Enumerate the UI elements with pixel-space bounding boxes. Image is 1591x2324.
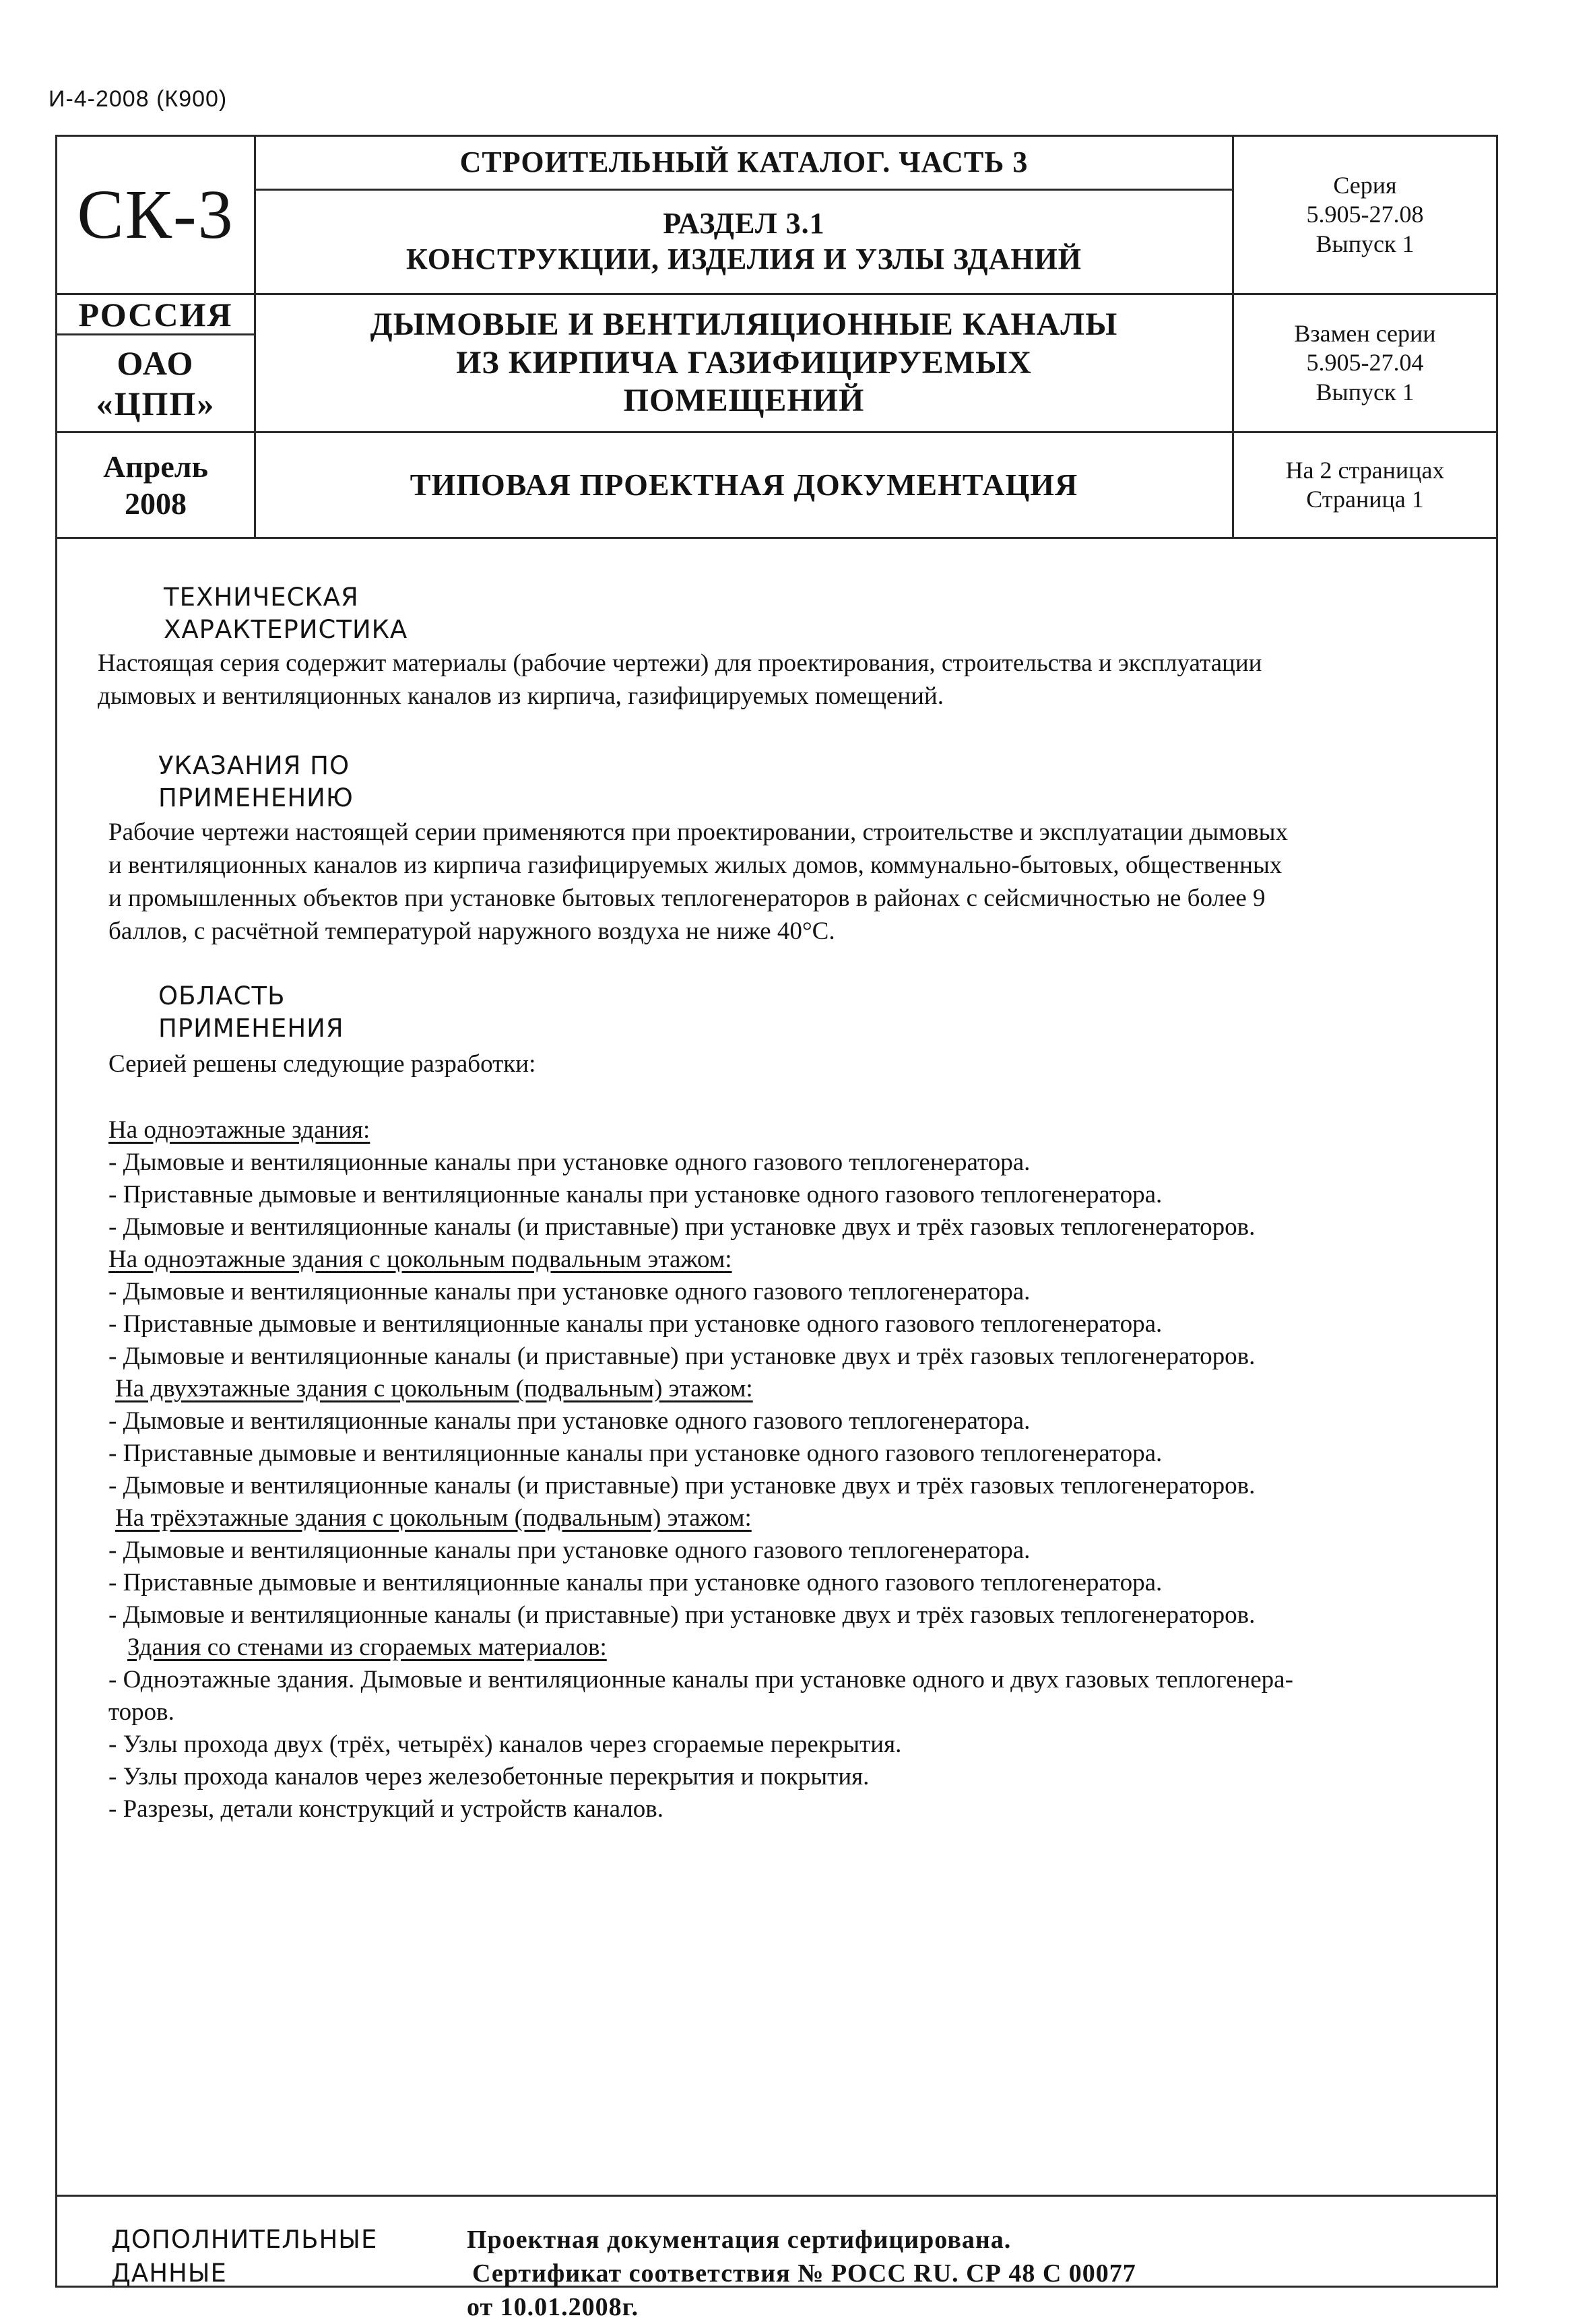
list-item: - Разрезы, детали конструкций и устройств каналов. bbox=[108, 1795, 664, 1823]
paragraph-line: Настоящая серия содержит материалы (рабочие чертежи) для проектирования, строительства и эксплуатации bbox=[98, 649, 1262, 677]
certificate-line: Сертификат соответствия № РОСС RU. СР 48 С 00077 bbox=[472, 2259, 1136, 2288]
list-item: - Дымовые и вентиляционные каналы при установке одного газового теплогенератора. bbox=[108, 1537, 1031, 1564]
scope-heading bbox=[158, 980, 344, 1045]
series-number: 5.905-27.08 bbox=[1306, 201, 1424, 228]
list-item: - Дымовые и вентиляционные каналы (и приставные) при установке двух и трёх газовых теплогенераторов. bbox=[108, 1601, 1256, 1629]
certificate-line: от 10.01.2008г. bbox=[467, 2293, 639, 2321]
document-title-line: ИЗ КИРПИЧА ГАЗИФИЦИРУЕМЫХ bbox=[456, 344, 1032, 381]
scope-heading-line: ОБЛАСТЬ bbox=[158, 981, 286, 1010]
list-group-heading: На двухэтажные здания с цокольным (подвальным) этажом: bbox=[115, 1375, 753, 1402]
document-title-line: ПОМЕЩЕНИЙ bbox=[623, 383, 865, 419]
replaces-issue: Выпуск 1 bbox=[1316, 378, 1415, 406]
organization-type: ОАО bbox=[117, 344, 195, 382]
usage-heading bbox=[158, 750, 354, 814]
list-item: - Приставные дымовые и вентиляционные каналы при установке одного газового теплогенератора. bbox=[108, 1181, 1163, 1208]
tech-heading-line: ТЕХНИЧЕСКАЯ bbox=[164, 583, 359, 612]
list-item: - Дымовые и вентиляционные каналы (и приставные) при установке двух и трёх газовых теплогенераторов. bbox=[108, 1472, 1256, 1499]
pages-total: На 2 страницах bbox=[1285, 456, 1445, 484]
section-title bbox=[256, 191, 1234, 295]
list-item: - Приставные дымовые и вентиляционные каналы при установке одного газового теплогенератора. bbox=[108, 1310, 1163, 1338]
list-group-heading: На одноэтажные здания с цокольным подвальным этажом: bbox=[108, 1246, 732, 1273]
catalog-logo: СК-3 bbox=[57, 137, 256, 295]
usage-heading-line: ПРИМЕНЕНИЮ bbox=[158, 783, 354, 812]
footer-label-line: ДОПОЛНИТЕЛЬНЫЕ bbox=[111, 2225, 378, 2254]
country-label: РОССИЯ bbox=[57, 295, 256, 335]
tech-heading bbox=[164, 581, 408, 646]
usage-heading-line: УКАЗАНИЯ ПО bbox=[158, 751, 350, 780]
footer-label-line: ДАННЫЕ bbox=[111, 2259, 227, 2288]
paragraph-line: дымовых и вентиляционных каналов из кирпича, газифицируемых помещений. bbox=[98, 682, 944, 710]
paragraph-line: Рабочие чертежи настоящей серии применяются при проектировании, строительстве и эксплуатации дымовых bbox=[108, 818, 1289, 846]
footer-label bbox=[111, 2223, 377, 2290]
list-item: - Узлы прохода каналов через железобетонные перекрытия и покрытия. bbox=[108, 1763, 870, 1790]
list-item: - Узлы прохода двух (трёх, четырёх) каналов через сгораемые перекрытия. bbox=[108, 1731, 902, 1758]
list-group-heading: На трёхэтажные здания с цокольным (подвальным) этажом: bbox=[115, 1504, 752, 1532]
page-info bbox=[1234, 433, 1496, 539]
replaces-info bbox=[1234, 295, 1496, 433]
title-block bbox=[57, 137, 1496, 541]
paragraph-line: и вентиляционных каналов из кирпича газифицируемых жилых домов, коммунально-бытовых, общественных bbox=[108, 851, 1282, 879]
list-group-heading: Здания со стенами из сгораемых материалов: bbox=[127, 1634, 607, 1661]
scope-heading-line: ПРИМЕНЕНИЯ bbox=[158, 1014, 344, 1043]
series-label: Серия bbox=[1333, 172, 1397, 199]
document-code: И-4-2008 (К900) bbox=[48, 86, 228, 112]
catalog-title: СТРОИТЕЛЬНЫЙ КАТАЛОГ. ЧАСТЬ 3 bbox=[256, 137, 1234, 191]
tech-heading-line: ХАРАКТЕРИСТИКА bbox=[164, 615, 408, 644]
list-item: - Приставные дымовые и вентиляционные каналы при установке одного газового теплогенератора. bbox=[108, 1440, 1163, 1467]
list-item: - Дымовые и вентиляционные каналы при установке одного газового теплогенератора. bbox=[108, 1278, 1031, 1305]
list-item: торов. bbox=[108, 1698, 174, 1726]
list-item: - Дымовые и вентиляционные каналы (и приставные) при установке двух и трёх газовых теплогенераторов. bbox=[108, 1213, 1256, 1241]
replaces-number: 5.905-27.04 bbox=[1306, 349, 1424, 377]
paragraph-line: баллов, с расчётной температурой наружного воздуха не ниже 40°С. bbox=[108, 917, 835, 945]
scope-intro: Серией решены следующие разработки: bbox=[108, 1050, 536, 1078]
list-item: - Одноэтажные здания. Дымовые и вентиляционные каналы при установке одного и двух газовых теплогенера- bbox=[108, 1666, 1293, 1693]
document-title bbox=[256, 295, 1234, 433]
document-title-line: ДЫМОВЫЕ И ВЕНТИЛЯЦИОННЫЕ КАНАЛЫ bbox=[370, 306, 1118, 343]
list-item: - Дымовые и вентиляционные каналы при установке одного газового теплогенератора. bbox=[108, 1407, 1031, 1435]
certificate-line: Проектная документация сертифицирована. bbox=[467, 2226, 1012, 2254]
list-item: - Приставные дымовые и вентиляционные каналы при установке одного газового теплогенератора. bbox=[108, 1569, 1163, 1596]
tech-paragraph bbox=[98, 647, 1458, 713]
usage-paragraph bbox=[108, 816, 1469, 948]
certificate-info bbox=[467, 2223, 1136, 2324]
issue-date bbox=[57, 433, 256, 539]
document-type: ТИПОВАЯ ПРОЕКТНАЯ ДОКУМЕНТАЦИЯ bbox=[256, 433, 1234, 539]
issue-year: 2008 bbox=[125, 486, 187, 521]
list-group-heading: На одноэтажные здания: bbox=[108, 1116, 370, 1144]
paragraph-line: и промышленных объектов при установке бытовых теплогенераторов в районах с сейсмичностью не более 9 bbox=[108, 884, 1266, 912]
issue-month: Апрель bbox=[103, 449, 208, 484]
list-item: - Дымовые и вентиляционные каналы (и приставные) при установке двух и трёх газовых теплогенераторов. bbox=[108, 1343, 1256, 1370]
series-info bbox=[1234, 137, 1496, 295]
organization-name: «ЦПП» bbox=[96, 385, 216, 422]
scope-list bbox=[108, 1113, 1483, 1825]
document-frame bbox=[55, 135, 1498, 2321]
replaces-label: Взамен серии bbox=[1294, 320, 1436, 348]
section-number: РАЗДЕЛ 3.1 bbox=[663, 207, 825, 240]
organization bbox=[57, 335, 256, 433]
page-current: Страница 1 bbox=[1306, 486, 1424, 513]
series-issue: Выпуск 1 bbox=[1316, 230, 1415, 257]
list-item: - Дымовые и вентиляционные каналы при установке одного газового теплогенератора. bbox=[108, 1149, 1031, 1176]
footer-divider bbox=[57, 2195, 1496, 2197]
section-name: КОНСТРУКЦИИ, ИЗДЕЛИЯ И УЗЛЫ ЗДАНИЙ bbox=[405, 243, 1082, 276]
